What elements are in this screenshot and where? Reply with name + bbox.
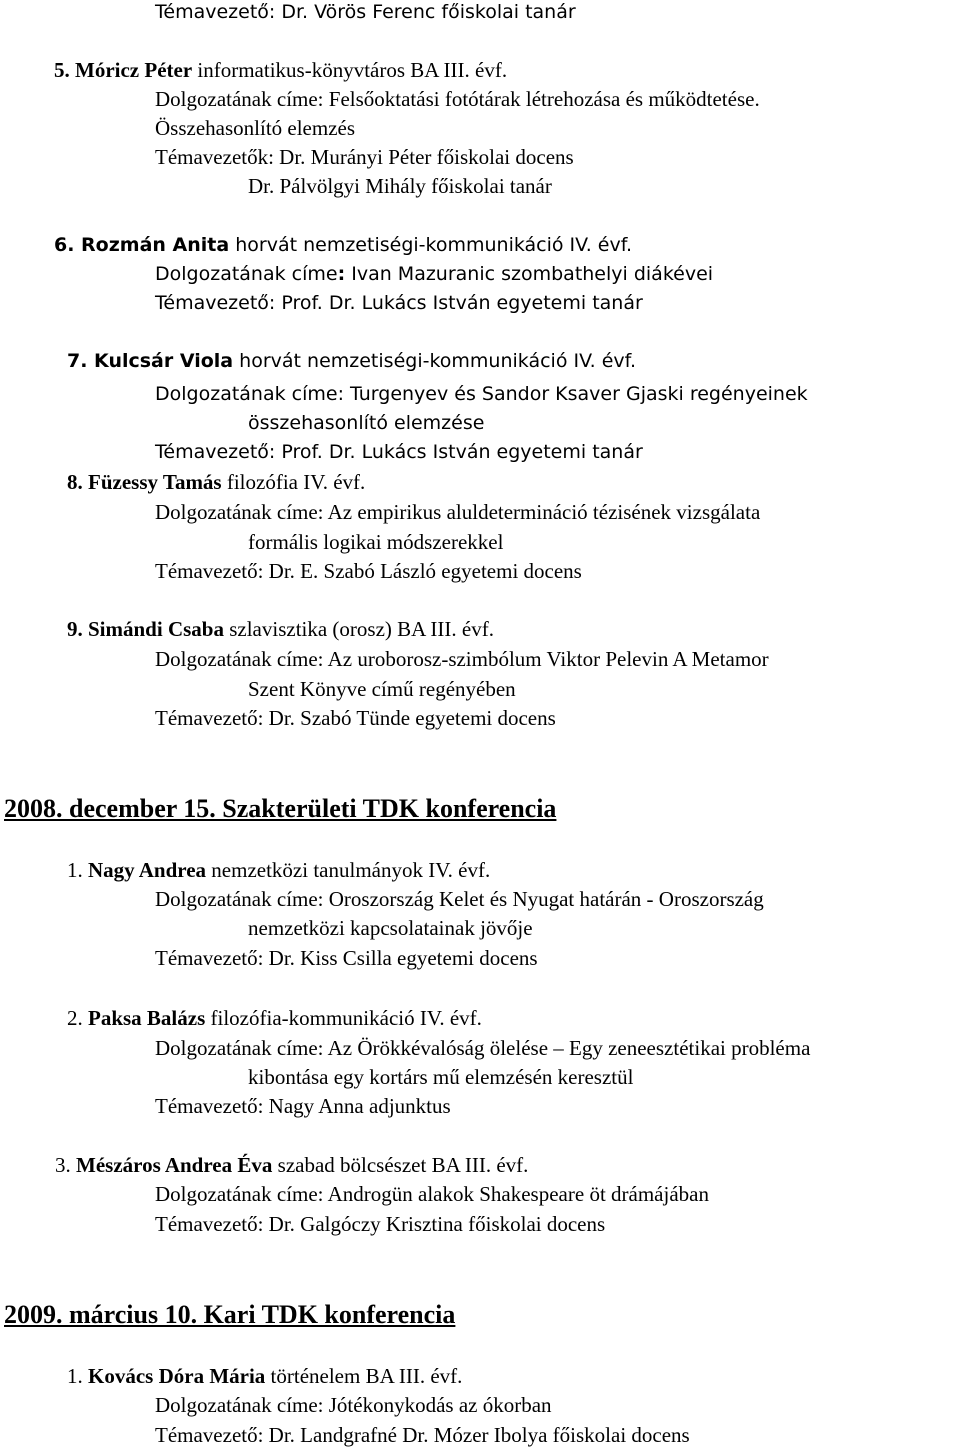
text-span: Ivan Mazuranic szombathelyi diákévei [345, 263, 714, 285]
text-span: Témavezető: Dr. Galgóczy Krisztina főiskolai docens [155, 1212, 606, 1236]
text-line [155, 261, 713, 287]
text-span: Dolgozatának címe: Androgün alakok Shakespeare öt drámájában [155, 1182, 709, 1206]
text-line [54, 57, 507, 83]
text-span: filozófia-kommunikáció IV. évf. [205, 1006, 482, 1030]
student-name: 5. Móricz Péter [54, 58, 193, 82]
text-span: Témavezető: Dr. Landgrafné Dr. Mózer Ibolya főiskolai docens [155, 1423, 690, 1447]
text-span: Dr. Pálvölgyi Mihály főiskolai tanár [248, 174, 552, 198]
text-span: Témavezető: Dr. Szabó Tünde egyetemi docens [155, 706, 556, 730]
text-span: nemzetközi kapcsolatainak jövője [248, 916, 533, 940]
text-span: Szent Könyve című regényében [248, 677, 516, 701]
student-name: Nagy Andrea [88, 858, 207, 882]
text-line [248, 410, 484, 436]
text-line [248, 1064, 633, 1090]
text-line [155, 1211, 605, 1237]
text-line [248, 173, 552, 199]
student-name: Paksa Balázs [88, 1006, 206, 1030]
text-line [155, 1181, 709, 1207]
text-line [67, 469, 365, 495]
text-span: informatikus-könyvtáros BA III. évf. [192, 58, 508, 82]
text-span: horvát nemzetiségi-kommunikáció IV. évf. [233, 350, 636, 372]
text-span: 3. [55, 1153, 76, 1177]
text-span: Dolgozatának címe: Felsőoktatási fotótárak létrehozása és működtetése. [155, 87, 760, 111]
text-span: Témavezető: Dr. Vörös Ferenc főiskolai tanár [155, 1, 576, 23]
text-line [155, 705, 556, 731]
text-span: Témavezető: Dr. Kiss Csilla egyetemi docens [155, 946, 538, 970]
text-line [155, 1093, 451, 1119]
text-line [155, 439, 643, 465]
section-heading [4, 793, 556, 825]
student-name: 9. Simándi Csaba [67, 617, 224, 641]
text-line [155, 381, 808, 407]
text-span: szlavisztika (orosz) BA III. évf. [223, 617, 494, 641]
text-line [248, 915, 533, 941]
text-line [54, 232, 632, 258]
student-name: Kovács Dóra Mária [88, 1364, 266, 1388]
text-line [55, 1152, 528, 1178]
text-span: Dolgozatának címe [155, 263, 338, 285]
text-span: Dolgozatának címe: Oroszország Kelet és Nyugat határán - Oroszország [155, 887, 764, 911]
text-span: filozófia IV. évf. [221, 470, 366, 494]
text-line [155, 0, 576, 25]
text-line [67, 348, 636, 374]
text-span: kibontása egy kortárs mű elemzésén keresztül [248, 1065, 634, 1089]
text-span: 1. [67, 858, 88, 882]
text-span: Dolgozatának címe: Az Örökkévalóság ölelése – Egy zeneesztétikai probléma [155, 1036, 811, 1060]
text-line [67, 1005, 482, 1031]
text-line [155, 86, 760, 112]
text-span: történelem BA III. évf. [265, 1364, 463, 1388]
student-name: Mészáros Andrea Éva [76, 1153, 273, 1177]
text-line [155, 1035, 810, 1061]
text-span: Témavezető: Prof. Dr. Lukács István egyetemi tanár [155, 292, 643, 314]
text-span: szabad bölcsészet BA III. évf. [272, 1153, 529, 1177]
section-heading [4, 1299, 455, 1331]
text-span: Témavezetők: Dr. Murányi Péter főiskolai docens [155, 145, 574, 169]
text-span: összehasonlító elemzése [248, 412, 485, 434]
text-span: horvát nemzetiségi-kommunikáció IV. évf. [229, 234, 633, 256]
text-span: 2009. március 10. Kari TDK konferencia [4, 1300, 456, 1329]
text-line [155, 115, 355, 141]
text-span: 1. [67, 1364, 88, 1388]
text-line [155, 499, 760, 525]
text-span: Témavezető: Nagy Anna adjunktus [155, 1094, 451, 1118]
text-line [155, 945, 538, 971]
text-span: nemzetközi tanulmányok IV. évf. [206, 858, 491, 882]
text-span: Témavezető: Dr. E. Szabó László egyetemi docens [155, 559, 582, 583]
student-name: : [337, 263, 346, 285]
text-line [248, 529, 503, 555]
text-line [67, 857, 490, 883]
text-line [155, 144, 574, 170]
text-line [155, 558, 582, 584]
text-line [155, 1392, 552, 1418]
text-line [155, 886, 764, 912]
text-span: Összehasonlító elemzés [155, 116, 356, 140]
text-span: 2. [67, 1006, 88, 1030]
text-span: Témavezető: Prof. Dr. Lukács István egyetemi tanár [155, 441, 643, 463]
text-span: Dolgozatának címe: Az empirikus aluldetermináció tézisének vizsgálata [155, 500, 761, 524]
text-span: 2008. december 15. Szakterületi TDK konferencia [4, 794, 557, 823]
text-line [67, 1363, 462, 1389]
text-line [155, 290, 643, 316]
student-name: 6. Rozmán Anita [54, 234, 230, 256]
text-span: Dolgozatának címe: Jótékonykodás az ókorban [155, 1393, 552, 1417]
text-span: Dolgozatának címe: Az uroborosz-szimbólum Viktor Pelevin A Metamor [155, 647, 769, 671]
text-span: formális logikai módszerekkel [248, 530, 504, 554]
student-name: 7. Kulcsár Viola [67, 350, 234, 372]
text-line [155, 1422, 690, 1448]
text-span: Dolgozatának címe: Turgenyev és Sandor Ksaver Gjaski regényeinek [155, 383, 808, 405]
student-name: 8. Füzessy Tamás [67, 470, 222, 494]
text-line [248, 676, 516, 702]
text-line [67, 616, 494, 642]
text-line [155, 646, 769, 672]
